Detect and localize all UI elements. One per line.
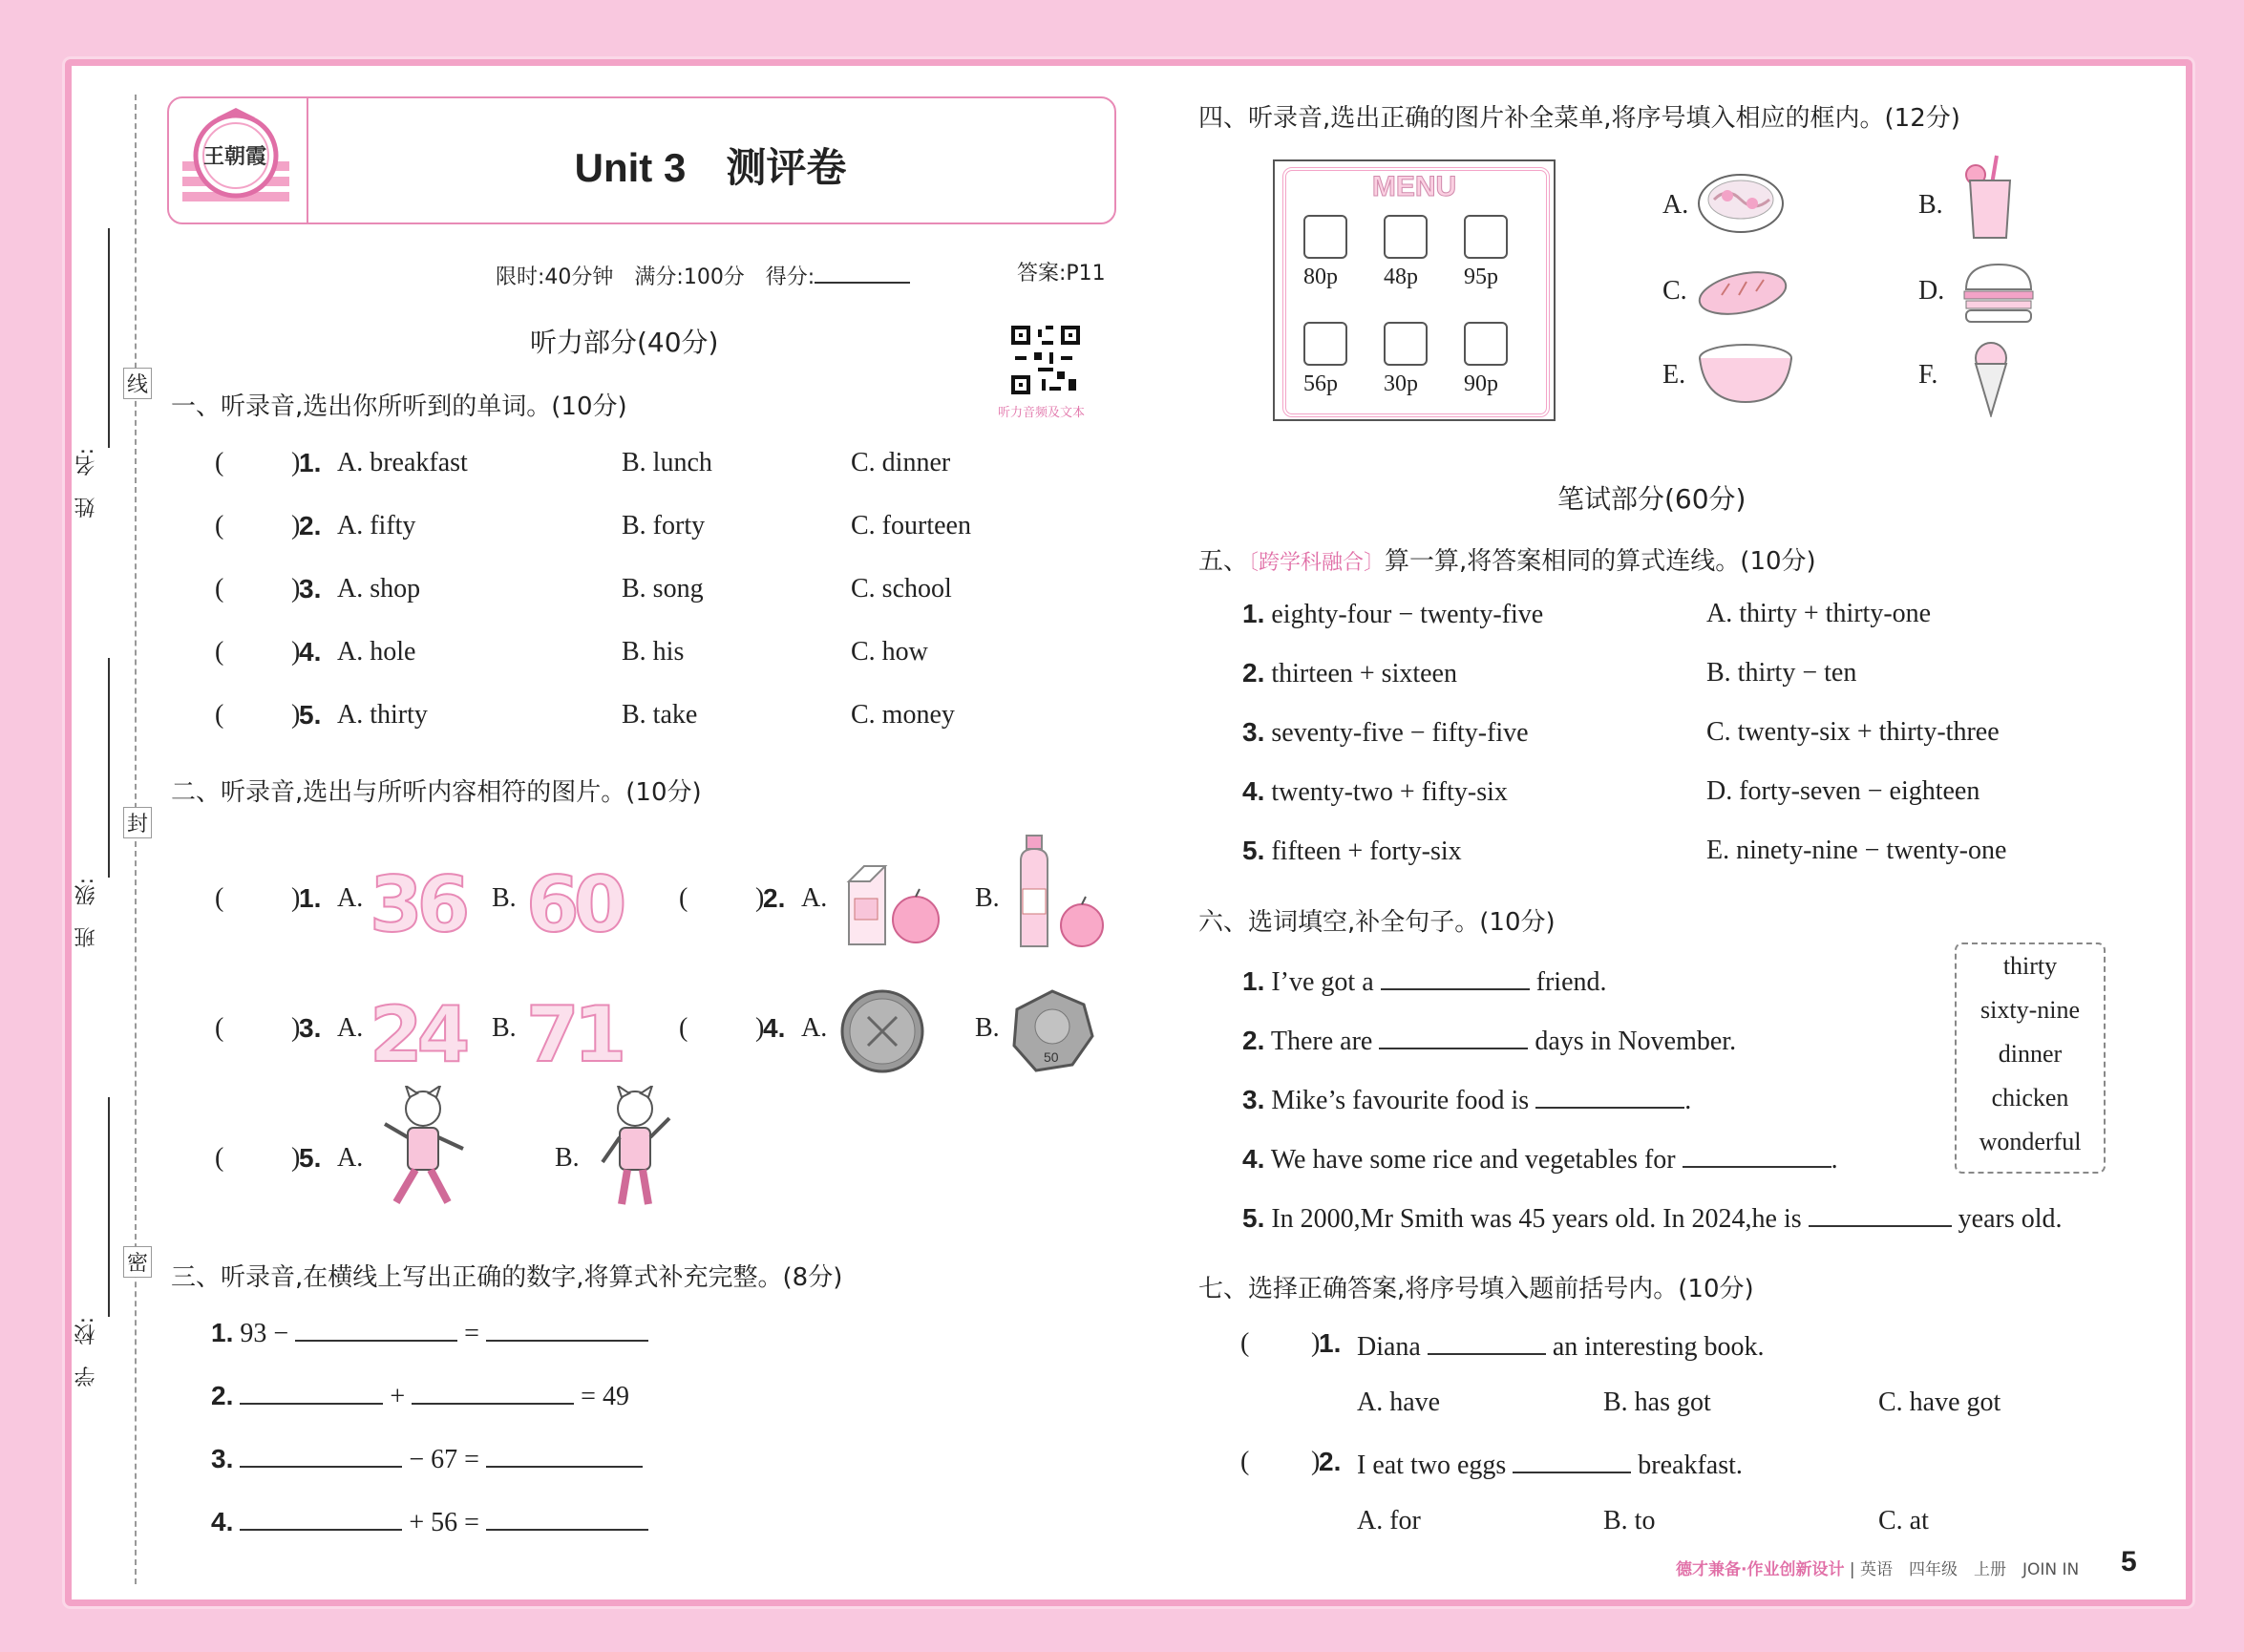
food-option-a [1662,190,1688,221]
food-option-f [1918,360,1937,391]
item-number: 5. [299,1143,322,1173]
juice-bottle-and-apple-icon [1007,832,1112,956]
s4-title: 四、听录音,选出正确的图片补全菜单,将序号填入相应的框内。(12分) [1198,104,1960,133]
menu-price-3: 95p [1464,265,1498,289]
s6-item-3 [1242,1082,1691,1116]
coin-b-value: 50 [1044,1049,1059,1065]
s6-item-1 [1242,964,1607,998]
item-number: 4. [299,637,322,667]
menu-board [1273,159,1556,421]
option-b: B. forty [622,511,706,540]
s2-q1 [215,860,654,962]
word-bank-item: chicken [1991,1084,2069,1112]
s5-left-4[interactable] [1242,776,1508,808]
paren-close: ) [291,511,301,540]
class-field-line[interactable] [108,658,110,878]
s2-q3 [215,990,654,1091]
option-b-label: B. [975,1013,1000,1043]
option-a: A. shop [337,574,421,604]
menu-box-1[interactable] [1303,215,1347,259]
expr-part-2: = [464,1319,479,1348]
answer-ref: 答案:P11 [1017,262,1106,286]
s7-title: 七、选择正确答案,将序号填入题前括号内。(10分) [1198,1275,1754,1303]
option-b[interactable]: B. to [1603,1506,1656,1536]
paren-close: ) [291,448,301,477]
answer-paren[interactable]: ( [679,1013,688,1043]
paren-close: ) [291,700,301,730]
exam-meta [496,257,910,290]
s7-q1-options [1357,1387,2121,1426]
s7-q2-options [1357,1506,2121,1544]
answer-blank[interactable] [1379,1023,1528,1049]
expression: twenty-two + fifty-six [1271,777,1508,807]
s5-left-5[interactable] [1242,836,1462,867]
menu-price-6: 90p [1464,371,1498,396]
option-a-label: A. [337,1143,364,1173]
option-a: A. hole [337,637,416,667]
sentence-post: years old. [1958,1204,2063,1234]
exam-meta-text: 限时:40分钟 满分:100分 得分: [496,265,815,289]
menu-box-5[interactable] [1384,322,1428,366]
s1-item-4 [215,637,1074,675]
menu-price-5: 30p [1384,371,1418,396]
paren-close: ) [291,574,301,604]
menu-box-2[interactable] [1384,215,1428,259]
qr-caption: 听力音频及文本 [998,406,1086,420]
number-36-picture: 36 [370,860,465,949]
s2-q5 [215,1126,654,1240]
rice-bowl-icon [1695,339,1796,406]
item-number: 1. [299,448,322,477]
answer-blank[interactable] [1809,1200,1952,1227]
option-label: D. [1918,276,1945,306]
expr-part-2: + [390,1382,406,1411]
s5-right-c[interactable]: C. twenty-six + thirty-three [1706,717,2000,747]
item-number: 1. [299,883,322,913]
s2-q2 [679,866,1118,962]
s5-left-3[interactable] [1242,717,1529,749]
sentence [1357,1447,1743,1481]
answer-paren[interactable]: ( [215,883,224,913]
footer [1676,1556,2079,1579]
option-label: E. [1662,360,1686,390]
s5-left-1[interactable] [1242,599,1543,630]
answer-paren[interactable]: ( [215,1143,224,1173]
paren-close: ) [291,883,301,913]
answer-paren[interactable]: ( [679,883,688,913]
item-number: 2. [1319,1447,1342,1476]
coin-a-icon [839,988,925,1074]
item-number: 2. [299,511,322,540]
number-24-picture: 24 [370,990,465,1079]
option-a-label: A. [801,883,828,913]
s5-left-2[interactable] [1242,658,1457,689]
page-number: 5 [2121,1546,2137,1578]
sentence-post: days in November. [1535,1027,1737,1056]
option-c[interactable]: C. at [1878,1506,1929,1536]
option-label: C. [1662,276,1687,306]
s1-item-3 [215,574,1074,612]
name-field-label: 姓 名: [74,448,98,519]
menu-box-3[interactable] [1464,215,1508,259]
expression: eighty-four − twenty-five [1271,600,1544,629]
footer-brand: 德才兼备·作业创新设计 [1676,1560,1845,1579]
s5-title [1198,541,1816,577]
s5-title-rest: 算一算,将答案相同的算式连线。(10分) [1385,547,1816,576]
option-b[interactable]: B. has got [1603,1387,1711,1417]
hamburger-icon [1960,259,2037,326]
sentence-pre: Mike’s favourite food is [1271,1086,1530,1115]
title-banner [167,96,1116,224]
answer-blank[interactable] [240,1378,383,1405]
class-field-label: 班 级: [74,878,98,948]
expr-part-3: = 49 [581,1382,629,1411]
binding-line [135,95,137,1584]
menu-price-2: 48p [1384,265,1418,289]
item-number: 2. [1242,1026,1265,1055]
item-number: 1. [1319,1328,1342,1358]
option-a: A. thirty [337,700,428,730]
item-number: 3. [1242,1085,1265,1114]
paren-close: ) [755,883,765,913]
s6-item-2 [1242,1023,1736,1057]
answer-paren[interactable]: ( [215,1013,224,1043]
answer-blank[interactable] [295,1315,457,1342]
item-number: 3. [299,574,322,604]
ice-cream-cone-icon [1970,339,2012,417]
option-b-label: B. [555,1143,580,1173]
s3-title: 三、听录音,在横线上写出正确的数字,将算式补充完整。(8分) [171,1263,843,1292]
item-number: 2. [1242,658,1265,688]
sentence-pre: I eat two eggs [1357,1451,1507,1480]
answer-blank[interactable] [1513,1447,1631,1473]
s1-item-2 [215,511,1074,549]
s5-right-b[interactable]: B. thirty − ten [1706,658,1857,688]
word-bank [1955,942,2106,1174]
expr-part-2: − 67 = [409,1445,479,1474]
paren-close: ) [291,1013,301,1043]
answer-paren[interactable]: ( [1240,1447,1250,1476]
option-c: C. dinner [851,448,951,477]
option-c: C. fourteen [851,511,971,540]
option-c: C. how [851,637,928,667]
s7-q2 [1240,1447,2100,1485]
menu-price-4: 56p [1303,371,1338,396]
pink-drink-glass-icon [1962,152,2020,242]
sentence-post: an interesting book. [1552,1332,1765,1362]
option-b: B. lunch [622,448,712,477]
answer-paren[interactable]: ( [215,511,224,540]
answer-blank[interactable] [1683,1141,1831,1168]
paren-close: ) [1311,1447,1321,1476]
cat-character-b-icon [589,1086,681,1210]
option-b: B. song [622,574,704,604]
food-option-b [1918,190,1943,221]
item-number: 2. [763,883,786,913]
item-number: 4. [1242,1144,1265,1174]
option-a-label: A. [801,1013,828,1043]
option-label: A. [1662,190,1689,220]
s1-item-1 [215,448,1074,486]
listening-title: 听力部分(40分) [530,327,719,358]
score-blank[interactable] [815,257,910,284]
sentence-post: . [1831,1145,1838,1175]
item-number: 5. [1242,836,1265,865]
s3-item-2 [211,1378,629,1412]
sentence-pre: Diana [1357,1332,1421,1362]
binding-mi: 密 [123,1246,152,1278]
word-bank-item: dinner [1998,1040,2063,1068]
option-b: B. his [622,637,685,667]
item-number: 3. [1242,717,1265,747]
page-title: Unit 3 测评卷 [574,145,847,190]
item-number: 5. [299,700,322,730]
item-number: 3. [211,1444,234,1473]
option-b-label: B. [492,1013,517,1043]
sentence-pre: We have some rice and vegetables for [1270,1145,1676,1175]
option-b-label: B. [975,883,1000,913]
item-number: 1. [1242,966,1265,996]
option-label: B. [1918,190,1943,220]
binding-xian: 线 [123,368,152,399]
answer-paren[interactable]: ( [215,448,224,477]
option-a-label: A. [337,1013,364,1043]
footer-divider: | [1849,1560,1855,1579]
expression: seventy-five − fifty-five [1271,718,1529,748]
option-b: B. take [622,700,698,730]
s1-title: 一、听录音,选出你所听到的单词。(10分) [171,392,627,421]
word-bank-item: sixty-nine [1980,996,2080,1024]
sentence-post: friend. [1535,967,1607,997]
s5-tag: 〔跨学科融合〕 [1248,551,1386,575]
number-60-picture: 60 [526,860,622,949]
sentence-post: . [1684,1086,1692,1115]
option-b-label: B. [492,883,517,913]
option-a: A. fifty [337,511,416,540]
item-number: 4. [211,1507,234,1536]
footer-info: 英语 四年级 上册 JOIN IN [1860,1560,2080,1579]
item-number: 1. [211,1318,234,1347]
logo-badge [179,104,293,215]
answer-paren[interactable]: ( [1240,1328,1250,1358]
worksheet-page [65,59,2192,1606]
option-c: C. money [851,700,955,730]
word-bank-item: wonderful [1979,1128,2082,1155]
item-number: 3. [299,1013,322,1043]
item-number: 4. [763,1013,786,1043]
answer-paren[interactable]: ( [215,574,224,604]
writing-title: 笔试部分(60分) [1557,483,1747,515]
s6-item-5 [1242,1200,2063,1235]
item-number: 4. [1242,776,1265,806]
s2-q4 [679,996,1118,1091]
answer-blank[interactable] [240,1441,402,1468]
s5-right-a[interactable]: A. thirty + thirty-one [1706,599,1932,628]
item-number: 5. [1242,1203,1265,1233]
qr-code[interactable] [1007,322,1084,398]
paren-close: ) [291,637,301,667]
answer-paren[interactable]: ( [215,637,224,667]
option-c[interactable]: C. have got [1878,1387,2001,1417]
menu-box-4[interactable] [1303,322,1347,366]
menu-price-1: 80p [1303,265,1338,289]
option-a[interactable]: A. have [1357,1387,1441,1417]
s5-right-d[interactable]: D. forty-seven − eighteen [1706,776,1980,806]
number-71-picture: 71 [526,990,622,1079]
option-a: A. breakfast [337,448,468,477]
food-option-c [1662,276,1687,307]
answer-blank[interactable] [1535,1082,1684,1109]
paren-close: ) [755,1013,765,1043]
cat-character-a-icon [377,1086,469,1210]
expr-part-2: + 56 = [409,1508,479,1537]
food-option-d [1918,276,1944,307]
sentence [1357,1328,1764,1363]
menu-box-6[interactable] [1464,322,1508,366]
answer-paren[interactable]: ( [215,700,224,730]
s3-item-1 [211,1315,648,1349]
school-field-label: 学 校: [74,1317,98,1387]
sentence-pre: There are [1270,1027,1373,1056]
answer-blank[interactable] [486,1315,648,1342]
s3-item-4 [211,1504,648,1538]
s1-item-5 [215,700,1074,738]
s2-title: 二、听录音,选出与所听内容相符的图片。(10分) [171,778,702,807]
paren-close: ) [291,1143,301,1173]
milk-carton-and-apple-icon [841,853,946,948]
option-a-label: A. [337,883,364,913]
answer-blank[interactable] [240,1504,402,1531]
paren-close: ) [1311,1328,1321,1358]
item-number: 1. [1242,599,1265,628]
s6-title: 六、选词填空,补全句子。(10分) [1198,908,1556,937]
school-field-line[interactable] [108,1097,110,1317]
sentence-post: breakfast. [1638,1451,1743,1480]
bread-loaf-icon [1695,266,1790,320]
option-label: F. [1918,360,1938,390]
s6-item-4 [1242,1141,1838,1175]
item-number: 2. [211,1381,234,1410]
option-a[interactable]: A. for [1357,1506,1421,1536]
name-field-line[interactable] [108,228,110,448]
logo-text: 王朝霞 [203,145,267,169]
answer-blank[interactable] [1381,964,1530,990]
word-bank-item: thirty [2002,952,2058,980]
expr-part-1: 93 − [240,1319,289,1348]
option-c: C. school [851,574,952,604]
sentence-pre: In 2000,Mr Smith was 45 years old. In 2024,he is [1271,1204,1802,1234]
answer-blank[interactable] [486,1504,648,1531]
sentence-pre: I’ve got a [1271,967,1374,997]
binding-feng: 封 [123,807,152,838]
expression: thirteen + sixteen [1271,659,1457,688]
answer-blank[interactable] [1428,1328,1546,1355]
s7-q1 [1240,1328,2100,1366]
food-option-e [1662,360,1685,391]
expression: fifteen + forty-six [1271,837,1462,866]
s3-item-3 [211,1441,643,1475]
answer-blank[interactable] [412,1378,574,1405]
noodles-bowl-icon [1695,171,1787,238]
answer-blank[interactable] [486,1441,643,1468]
s5-title-prefix: 五、 [1198,547,1249,576]
menu-title: MENU [1371,171,1457,202]
s5-right-e[interactable]: E. ninety-nine − twenty-one [1706,836,2007,865]
